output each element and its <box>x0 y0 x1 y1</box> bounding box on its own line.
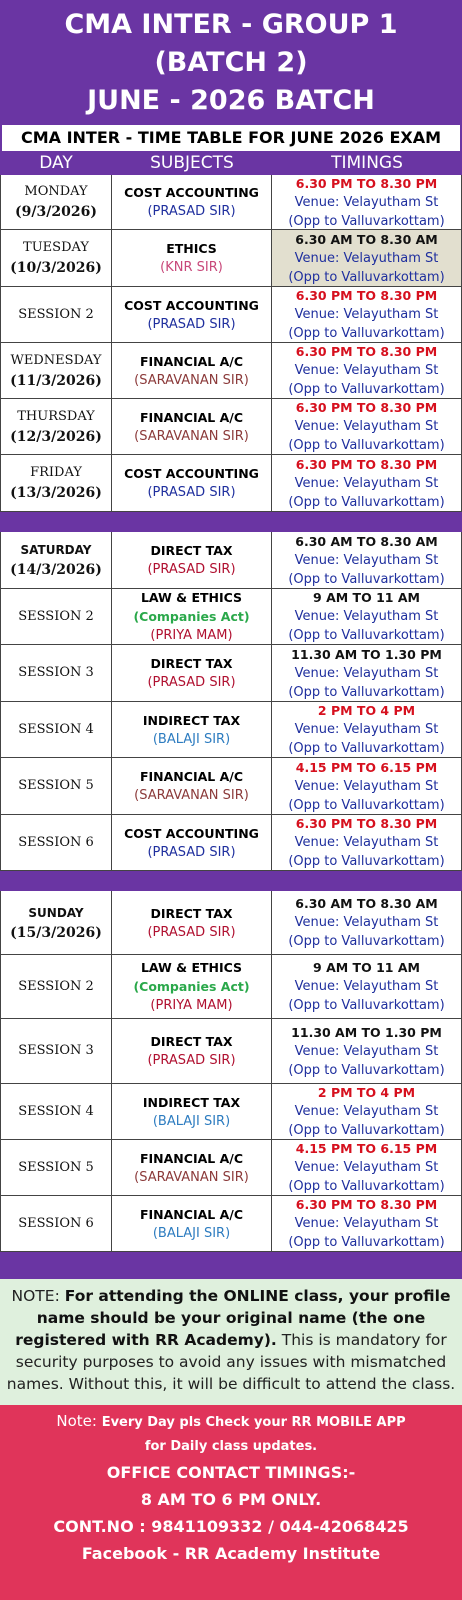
subject-name: INDIRECT TAX <box>142 712 241 728</box>
subtitle: CMA INTER - TIME TABLE FOR JUNE 2026 EXAM <box>0 125 462 151</box>
day-cell <box>0 758 112 814</box>
day-cell <box>0 645 112 701</box>
subject-cell <box>112 230 272 286</box>
table-row <box>0 891 462 955</box>
timing-cell <box>272 589 462 644</box>
subject-cell <box>112 955 272 1018</box>
timing-cell <box>272 532 462 588</box>
subject-name: LAW & ETHICS <box>140 590 243 605</box>
class-time: 6.30 PM TO 8.30 PM <box>295 400 438 415</box>
day-cell <box>0 175 112 229</box>
footer-office-hours: 8 AM TO 6 PM ONLY. <box>140 1490 322 1509</box>
subject-cell <box>112 645 272 701</box>
venue-landmark: (Opp to Valluvarkottam) <box>288 269 445 285</box>
day-cell <box>0 455 112 511</box>
venue-landmark: (Opp to Valluvarkottam) <box>288 797 445 813</box>
subject-extra: (Companies Act) <box>133 979 250 994</box>
subject-name: DIRECT TAX <box>150 1034 233 1049</box>
subject-cell <box>112 1019 272 1083</box>
subject-cell <box>112 758 272 814</box>
venue-landmark: (Opp to Valluvarkottam) <box>288 1179 445 1194</box>
banner-line-2: (BATCH 2) <box>154 47 308 78</box>
day-label: SESSION 2 <box>18 306 94 322</box>
header-day: DAY <box>39 153 73 173</box>
day-label: SESSION 2 <box>18 608 94 624</box>
day-label: SESSION 4 <box>18 721 94 737</box>
subject-cell <box>112 589 272 644</box>
timing-cell <box>272 815 462 870</box>
subject-name: FINANCIAL A/C <box>139 1206 243 1222</box>
subject-name: COST ACCOUNTING <box>124 825 259 841</box>
day-date: (10/3/2026) <box>10 260 102 276</box>
class-time: 6.30 PM TO 8.30 PM <box>295 344 438 359</box>
day-cell <box>0 815 112 870</box>
table-row <box>0 455 462 512</box>
subject-cell <box>112 1140 272 1195</box>
venue-line: Venue: Velayutham St <box>294 778 439 794</box>
day-date: (9/3/2026) <box>15 204 97 220</box>
table-row <box>0 955 462 1019</box>
table-row <box>0 1019 462 1084</box>
class-time: 6.30 AM TO 8.30 AM <box>295 896 438 911</box>
table-header <box>0 151 462 175</box>
footer-note-text: Every Day pls Check your RR MOBILE APP <box>101 1415 406 1430</box>
timing-cell <box>272 1084 462 1139</box>
teacher-name: (PRASAD SIR) <box>147 675 236 690</box>
footer-daily-updates: for Daily class updates. <box>144 1439 318 1454</box>
venue-landmark: (Opp to Valluvarkottam) <box>288 1235 445 1250</box>
venue-landmark: (Opp to Valluvarkottam) <box>288 438 445 453</box>
class-time: 2 PM TO 4 PM <box>317 1085 416 1100</box>
table-row <box>0 1196 462 1252</box>
day-cell <box>0 1196 112 1251</box>
day-cell <box>0 1084 112 1139</box>
day-cell <box>0 589 112 644</box>
venue-line: Venue: Velayutham St <box>294 665 439 681</box>
venue-line: Venue: Velayutham St <box>294 1160 439 1175</box>
day-date: (11/3/2026) <box>10 372 102 389</box>
venue-landmark: (Opp to Valluvarkottam) <box>288 628 445 643</box>
subject-cell <box>112 343 272 398</box>
class-time: 6.30 PM TO 8.30 PM <box>295 456 438 472</box>
section-divider <box>0 512 462 532</box>
class-time: 11.30 AM TO 1.30 PM <box>291 1024 442 1040</box>
table-row <box>0 702 462 758</box>
venue-line: Venue: Velayutham St <box>294 979 439 994</box>
subject-cell <box>112 455 272 511</box>
timing-cell <box>272 175 462 229</box>
class-time: 9 AM TO 11 AM <box>313 960 420 975</box>
note-rest-text: This is mandatory for security purposes to avoid any issues with mismatched names. Without this, it will be difficult to attend the class. <box>6 1331 456 1393</box>
venue-landmark: (Opp to Valluvarkottam) <box>288 326 445 341</box>
timing-cell <box>272 702 462 757</box>
table-row <box>0 287 462 343</box>
subject-name: COST ACCOUNTING <box>124 297 259 313</box>
table-row <box>0 1084 462 1140</box>
teacher-name: (PRASAD SIR) <box>147 562 236 577</box>
venue-landmark: (Opp to Valluvarkottam) <box>288 213 445 229</box>
day-label: SESSION 5 <box>18 778 94 793</box>
timing-cell <box>272 645 462 701</box>
subject-cell <box>112 175 272 229</box>
day-label: SESSION 4 <box>18 1103 94 1119</box>
venue-landmark: (Opp to Valluvarkottam) <box>288 1123 445 1138</box>
table-row <box>0 532 462 589</box>
header-subjects: SUBJECTS <box>150 153 234 173</box>
day-cell <box>0 1140 112 1195</box>
subject-name: FINANCIAL A/C <box>139 353 243 369</box>
venue-landmark: (Opp to Valluvarkottam) <box>288 382 445 397</box>
timing-cell <box>272 758 462 814</box>
online-class-note <box>0 1279 462 1405</box>
venue-line: Venue: Velayutham St <box>294 363 439 378</box>
subject-name: FINANCIAL A/C <box>139 409 243 425</box>
subject-cell <box>112 1196 272 1251</box>
day-label: WEDNESDAY <box>10 352 102 368</box>
table-row <box>0 1140 462 1196</box>
table-row <box>0 645 462 702</box>
venue-landmark: (Opp to Valluvarkottam) <box>288 741 445 756</box>
title-banner <box>0 0 462 125</box>
table-row <box>0 399 462 455</box>
venue-line: Venue: Velayutham St <box>294 722 439 737</box>
teacher-name: (SARAVANAN SIR) <box>134 788 249 803</box>
venue-line: Venue: Velayutham St <box>294 609 439 624</box>
subject-cell <box>112 702 272 757</box>
timing-cell <box>272 955 462 1018</box>
teacher-name: (PRASAD SIR) <box>147 844 236 860</box>
footer-app-note <box>0 1411 462 1433</box>
class-time: 6.30 PM TO 8.30 PM <box>295 288 438 303</box>
venue-line: Venue: Velayutham St <box>294 1104 439 1119</box>
venue-landmark: (Opp to Valluvarkottam) <box>288 998 445 1013</box>
class-time: 4.15 PM TO 6.15 PM <box>295 759 438 775</box>
day-date: (15/3/2026) <box>10 924 102 941</box>
subject-name: LAW & ETHICS <box>140 960 243 975</box>
day-label: SESSION 6 <box>18 834 94 850</box>
class-time: 2 PM TO 4 PM <box>317 703 416 718</box>
subject-name: COST ACCOUNTING <box>124 185 259 200</box>
subject-cell <box>112 891 272 954</box>
timing-cell <box>272 399 462 454</box>
day-cell <box>0 702 112 757</box>
day-cell <box>0 955 112 1018</box>
subject-name: FINANCIAL A/C <box>139 769 243 784</box>
footer-facebook[interactable]: Facebook - RR Academy Institute <box>81 1544 381 1563</box>
contact-footer <box>0 1405 462 1600</box>
table-row <box>0 175 462 230</box>
teacher-name: (BALAJI SIR) <box>152 731 231 747</box>
venue-landmark: (Opp to Valluvarkottam) <box>288 934 445 949</box>
table-row <box>0 815 462 871</box>
venue-landmark: (Opp to Valluvarkottam) <box>288 1062 445 1078</box>
venue-landmark: (Opp to Valluvarkottam) <box>288 494 445 510</box>
venue-landmark: (Opp to Valluvarkottam) <box>288 684 445 700</box>
table-row <box>0 758 462 815</box>
subject-cell <box>112 287 272 342</box>
timing-cell <box>272 287 462 342</box>
day-label: SATURDAY <box>20 543 92 557</box>
class-time: 6.30 PM TO 8.30 PM <box>295 816 438 831</box>
subject-name: FINANCIAL A/C <box>139 1150 243 1166</box>
table-row <box>0 343 462 399</box>
table-row <box>0 230 462 287</box>
section-divider <box>0 1252 462 1279</box>
class-time: 6.30 PM TO 8.30 PM <box>295 175 438 191</box>
subject-name: DIRECT TAX <box>150 656 233 671</box>
timing-cell <box>272 1196 462 1251</box>
table-row <box>0 589 462 645</box>
subject-name: DIRECT TAX <box>150 543 233 558</box>
day-label: MONDAY <box>24 184 88 199</box>
timing-cell <box>272 230 462 286</box>
subject-name: INDIRECT TAX <box>142 1094 241 1110</box>
day-label: SESSION 3 <box>18 665 94 680</box>
subject-cell <box>112 1084 272 1139</box>
teacher-name: (PRIYA MAM) <box>150 628 233 643</box>
class-time: 6.30 PM TO 8.30 PM <box>295 1197 438 1212</box>
timing-cell <box>272 343 462 398</box>
day-cell <box>0 891 112 954</box>
day-cell <box>0 287 112 342</box>
teacher-name: (BALAJI SIR) <box>152 1225 231 1241</box>
day-cell <box>0 1019 112 1083</box>
class-time: 6.30 AM TO 8.30 AM <box>295 231 438 247</box>
banner-line-1: CMA INTER - GROUP 1 <box>64 9 398 40</box>
day-date: (14/3/2026) <box>10 562 102 578</box>
subject-cell <box>112 399 272 454</box>
class-time: 4.15 PM TO 6.15 PM <box>295 1141 438 1156</box>
day-label: SESSION 2 <box>18 978 94 994</box>
footer-note-prefix: Note: <box>56 1412 102 1430</box>
subject-name: DIRECT TAX <box>150 905 233 921</box>
day-label: SESSION 3 <box>18 1043 94 1058</box>
footer-contact-number[interactable]: CONT.NO : 9841109332 / 044-42068425 <box>53 1517 409 1536</box>
day-label: FRIDAY <box>30 465 82 480</box>
teacher-name: (PRIYA MAM) <box>150 998 233 1013</box>
day-date: (12/3/2026) <box>10 428 102 445</box>
venue-line: Venue: Velayutham St <box>294 419 439 434</box>
day-cell <box>0 399 112 454</box>
timing-cell <box>272 1140 462 1195</box>
footer-office-timings-label: OFFICE CONTACT TIMINGS:- <box>106 1463 356 1482</box>
day-cell <box>0 230 112 286</box>
venue-landmark: (Opp to Valluvarkottam) <box>288 854 445 869</box>
day-label: THURSDAY <box>17 408 95 424</box>
teacher-name: (KNR SIR) <box>160 260 223 275</box>
teacher-name: (PRASAD SIR) <box>147 316 236 332</box>
timing-cell <box>272 891 462 954</box>
teacher-name: (BALAJI SIR) <box>152 1113 231 1129</box>
class-time: 6.30 AM TO 8.30 AM <box>295 533 438 549</box>
day-label: SESSION 5 <box>18 1159 94 1175</box>
day-cell <box>0 532 112 588</box>
venue-line: Venue: Velayutham St <box>294 475 439 491</box>
subject-name: ETHICS <box>166 241 217 256</box>
teacher-name: (PRASAD SIR) <box>147 204 236 219</box>
timing-cell <box>272 455 462 511</box>
teacher-name: (PRASAD SIR) <box>147 485 236 500</box>
subject-cell <box>112 815 272 870</box>
venue-line: Venue: Velayutham St <box>294 307 439 322</box>
venue-line: Venue: Velayutham St <box>294 835 439 850</box>
section-divider <box>0 871 462 891</box>
venue-line: Venue: Velayutham St <box>294 194 439 210</box>
note-bold-text: For attending the ONLINE class, your profile name should be your original name (the one registered with RR Academy). <box>15 1287 451 1349</box>
day-label: SESSION 6 <box>18 1215 94 1231</box>
teacher-name: (PRASAD SIR) <box>147 1053 236 1068</box>
day-cell <box>0 343 112 398</box>
day-label: SUNDAY <box>28 905 84 920</box>
venue-line: Venue: Velayutham St <box>294 250 439 266</box>
teacher-name: (SARAVANAN SIR) <box>134 1169 249 1185</box>
timing-cell <box>272 1019 462 1083</box>
note-prefix: NOTE: <box>11 1287 65 1305</box>
venue-line: Venue: Velayutham St <box>294 552 439 568</box>
subject-extra: (Companies Act) <box>133 609 250 624</box>
teacher-name: (SARAVANAN SIR) <box>134 428 249 444</box>
venue-landmark: (Opp to Valluvarkottam) <box>288 571 445 587</box>
header-timings: TIMINGS <box>331 153 403 173</box>
venue-line: Venue: Velayutham St <box>294 1043 439 1059</box>
teacher-name: (PRASAD SIR) <box>147 924 236 940</box>
venue-line: Venue: Velayutham St <box>294 1216 439 1231</box>
class-time: 11.30 AM TO 1.30 PM <box>291 646 442 662</box>
day-label: TUESDAY <box>23 240 89 255</box>
subject-name: COST ACCOUNTING <box>124 466 259 481</box>
class-time: 9 AM TO 11 AM <box>313 590 420 605</box>
subject-cell <box>112 532 272 588</box>
teacher-name: (SARAVANAN SIR) <box>134 372 249 388</box>
venue-line: Venue: Velayutham St <box>294 915 439 930</box>
banner-line-3: JUNE - 2026 BATCH <box>87 85 375 116</box>
day-date: (13/3/2026) <box>10 485 102 501</box>
